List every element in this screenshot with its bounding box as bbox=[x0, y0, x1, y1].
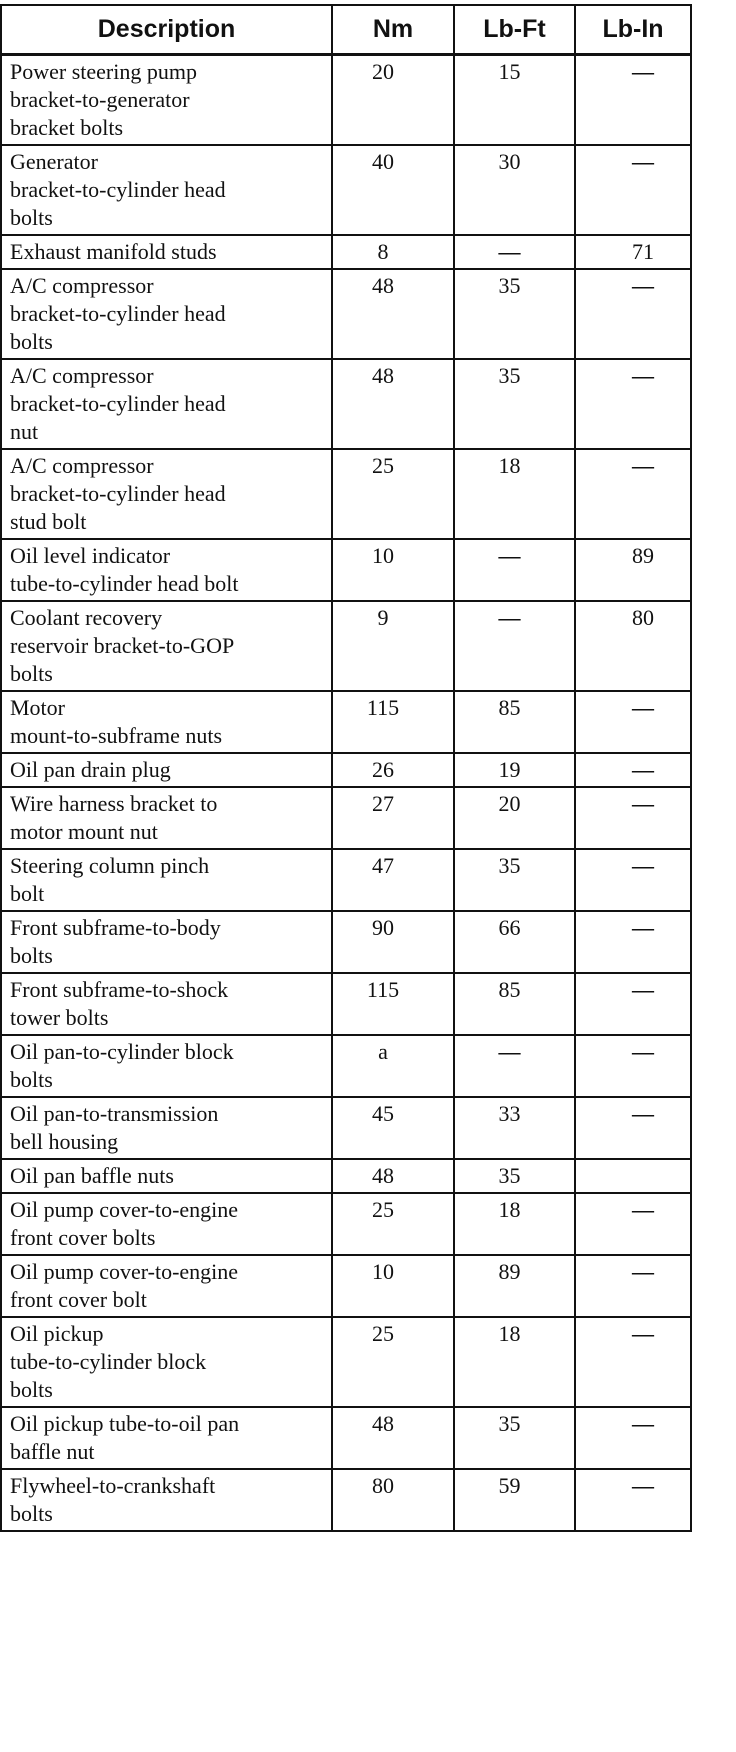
table-row bbox=[1, 235, 691, 269]
cell-description: Front subframe-to-body bolts bbox=[1, 911, 332, 973]
cell-nm: 25 bbox=[332, 449, 454, 539]
header-row bbox=[1, 5, 691, 55]
cell-lb-in: — bbox=[575, 911, 691, 973]
cell-lb-ft: 18 bbox=[454, 449, 575, 539]
cell-lb-in: — bbox=[575, 973, 691, 1035]
cell-description: Power steering pump bracket-to-generator bracket bolts bbox=[1, 55, 332, 146]
cell-lb-ft: 35 bbox=[454, 269, 575, 359]
cell-lb-ft: 19 bbox=[454, 753, 575, 787]
cell-description: Oil pump cover-to-engine front cover bolts bbox=[1, 1193, 332, 1255]
table-row bbox=[1, 1159, 691, 1193]
table-row bbox=[1, 601, 691, 691]
cell-description: Oil level indicator tube-to-cylinder head bolt bbox=[1, 539, 332, 601]
table-row bbox=[1, 145, 691, 235]
cell-lb-in: — bbox=[575, 1193, 691, 1255]
cell-nm: 115 bbox=[332, 691, 454, 753]
cell-lb-ft: 85 bbox=[454, 691, 575, 753]
cell-lb-ft: 35 bbox=[454, 849, 575, 911]
cell-lb-ft: 66 bbox=[454, 911, 575, 973]
table-row bbox=[1, 269, 691, 359]
cell-nm: 90 bbox=[332, 911, 454, 973]
cell-lb-ft: 33 bbox=[454, 1097, 575, 1159]
cell-description: A/C compressor bracket-to-cylinder head bolts bbox=[1, 269, 332, 359]
table-row bbox=[1, 911, 691, 973]
table-row bbox=[1, 973, 691, 1035]
cell-description: Oil pump cover-to-engine front cover bolt bbox=[1, 1255, 332, 1317]
cell-nm: 48 bbox=[332, 359, 454, 449]
cell-lb-in: — bbox=[575, 1317, 691, 1407]
table-row bbox=[1, 539, 691, 601]
cell-lb-in: — bbox=[575, 849, 691, 911]
table-row bbox=[1, 1255, 691, 1317]
cell-lb-ft: 85 bbox=[454, 973, 575, 1035]
header-lb-in: Lb-In bbox=[575, 5, 691, 55]
cell-nm: 48 bbox=[332, 1159, 454, 1193]
cell-lb-ft: 59 bbox=[454, 1469, 575, 1531]
table-row bbox=[1, 691, 691, 753]
cell-lb-ft: 18 bbox=[454, 1193, 575, 1255]
cell-nm: 27 bbox=[332, 787, 454, 849]
table-row bbox=[1, 1193, 691, 1255]
cell-lb-in: — bbox=[575, 1469, 691, 1531]
cell-nm: 48 bbox=[332, 1407, 454, 1469]
cell-lb-ft: — bbox=[454, 601, 575, 691]
table-row bbox=[1, 55, 691, 146]
cell-lb-in: — bbox=[575, 55, 691, 146]
cell-lb-in: — bbox=[575, 787, 691, 849]
cell-nm: 20 bbox=[332, 55, 454, 146]
cell-lb-ft: 35 bbox=[454, 359, 575, 449]
cell-description: Oil pickup tube-to-oil pan baffle nut bbox=[1, 1407, 332, 1469]
table-header bbox=[1, 5, 691, 55]
header-description: Description bbox=[1, 5, 332, 55]
cell-description: Coolant recovery reservoir bracket-to-GOP bolts bbox=[1, 601, 332, 691]
cell-nm: 80 bbox=[332, 1469, 454, 1531]
cell-description: Oil pickup tube-to-cylinder block bolts bbox=[1, 1317, 332, 1407]
cell-nm: 26 bbox=[332, 753, 454, 787]
cell-lb-ft: 30 bbox=[454, 145, 575, 235]
cell-lb-in: — bbox=[575, 753, 691, 787]
cell-description: Flywheel-to-crankshaft bolts bbox=[1, 1469, 332, 1531]
cell-nm: 10 bbox=[332, 1255, 454, 1317]
cell-lb-ft: 15 bbox=[454, 55, 575, 146]
cell-nm: 10 bbox=[332, 539, 454, 601]
table-row bbox=[1, 1407, 691, 1469]
cell-nm: 40 bbox=[332, 145, 454, 235]
cell-description: A/C compressor bracket-to-cylinder head nut bbox=[1, 359, 332, 449]
cell-description: Oil pan baffle nuts bbox=[1, 1159, 332, 1193]
table-row bbox=[1, 449, 691, 539]
cell-description: Motor mount-to-subframe nuts bbox=[1, 691, 332, 753]
cell-lb-ft: 20 bbox=[454, 787, 575, 849]
cell-lb-in: 71 bbox=[575, 235, 691, 269]
cell-description: A/C compressor bracket-to-cylinder head stud bolt bbox=[1, 449, 332, 539]
table-row bbox=[1, 1317, 691, 1407]
cell-nm: 25 bbox=[332, 1317, 454, 1407]
cell-description: Steering column pinch bolt bbox=[1, 849, 332, 911]
cell-nm: 48 bbox=[332, 269, 454, 359]
table-body bbox=[1, 55, 691, 1532]
cell-lb-in: — bbox=[575, 1407, 691, 1469]
cell-lb-ft: — bbox=[454, 235, 575, 269]
cell-lb-ft: 89 bbox=[454, 1255, 575, 1317]
cell-description: Oil pan drain plug bbox=[1, 753, 332, 787]
cell-lb-ft: 35 bbox=[454, 1407, 575, 1469]
cell-lb-in: — bbox=[575, 449, 691, 539]
cell-lb-in: — bbox=[575, 1097, 691, 1159]
cell-description: Exhaust manifold studs bbox=[1, 235, 332, 269]
cell-lb-ft: — bbox=[454, 539, 575, 601]
cell-lb-in: — bbox=[575, 269, 691, 359]
cell-lb-ft: — bbox=[454, 1035, 575, 1097]
cell-nm: 9 bbox=[332, 601, 454, 691]
cell-lb-ft: 18 bbox=[454, 1317, 575, 1407]
cell-nm: 8 bbox=[332, 235, 454, 269]
cell-lb-in: — bbox=[575, 1255, 691, 1317]
cell-lb-in: 80 bbox=[575, 601, 691, 691]
torque-spec-table bbox=[0, 4, 692, 1532]
cell-description: Oil pan-to-transmission bell housing bbox=[1, 1097, 332, 1159]
cell-description: Wire harness bracket to motor mount nut bbox=[1, 787, 332, 849]
table-row bbox=[1, 753, 691, 787]
table-row bbox=[1, 849, 691, 911]
cell-nm: 115 bbox=[332, 973, 454, 1035]
header-lb-ft: Lb-Ft bbox=[454, 5, 575, 55]
cell-nm: 25 bbox=[332, 1193, 454, 1255]
table-row bbox=[1, 1469, 691, 1531]
table-row bbox=[1, 359, 691, 449]
table-row bbox=[1, 1035, 691, 1097]
cell-description: Generator bracket-to-cylinder head bolts bbox=[1, 145, 332, 235]
table-row bbox=[1, 1097, 691, 1159]
cell-lb-in: — bbox=[575, 145, 691, 235]
table-row bbox=[1, 787, 691, 849]
cell-lb-in bbox=[575, 1159, 691, 1193]
cell-nm: 45 bbox=[332, 1097, 454, 1159]
header-nm: Nm bbox=[332, 5, 454, 55]
cell-nm: 47 bbox=[332, 849, 454, 911]
cell-lb-in: — bbox=[575, 1035, 691, 1097]
cell-nm: a bbox=[332, 1035, 454, 1097]
torque-spec-sheet bbox=[0, 4, 690, 1532]
cell-description: Oil pan-to-cylinder block bolts bbox=[1, 1035, 332, 1097]
cell-lb-in: 89 bbox=[575, 539, 691, 601]
cell-lb-in: — bbox=[575, 691, 691, 753]
cell-description: Front subframe-to-shock tower bolts bbox=[1, 973, 332, 1035]
cell-lb-in: — bbox=[575, 359, 691, 449]
cell-lb-ft: 35 bbox=[454, 1159, 575, 1193]
